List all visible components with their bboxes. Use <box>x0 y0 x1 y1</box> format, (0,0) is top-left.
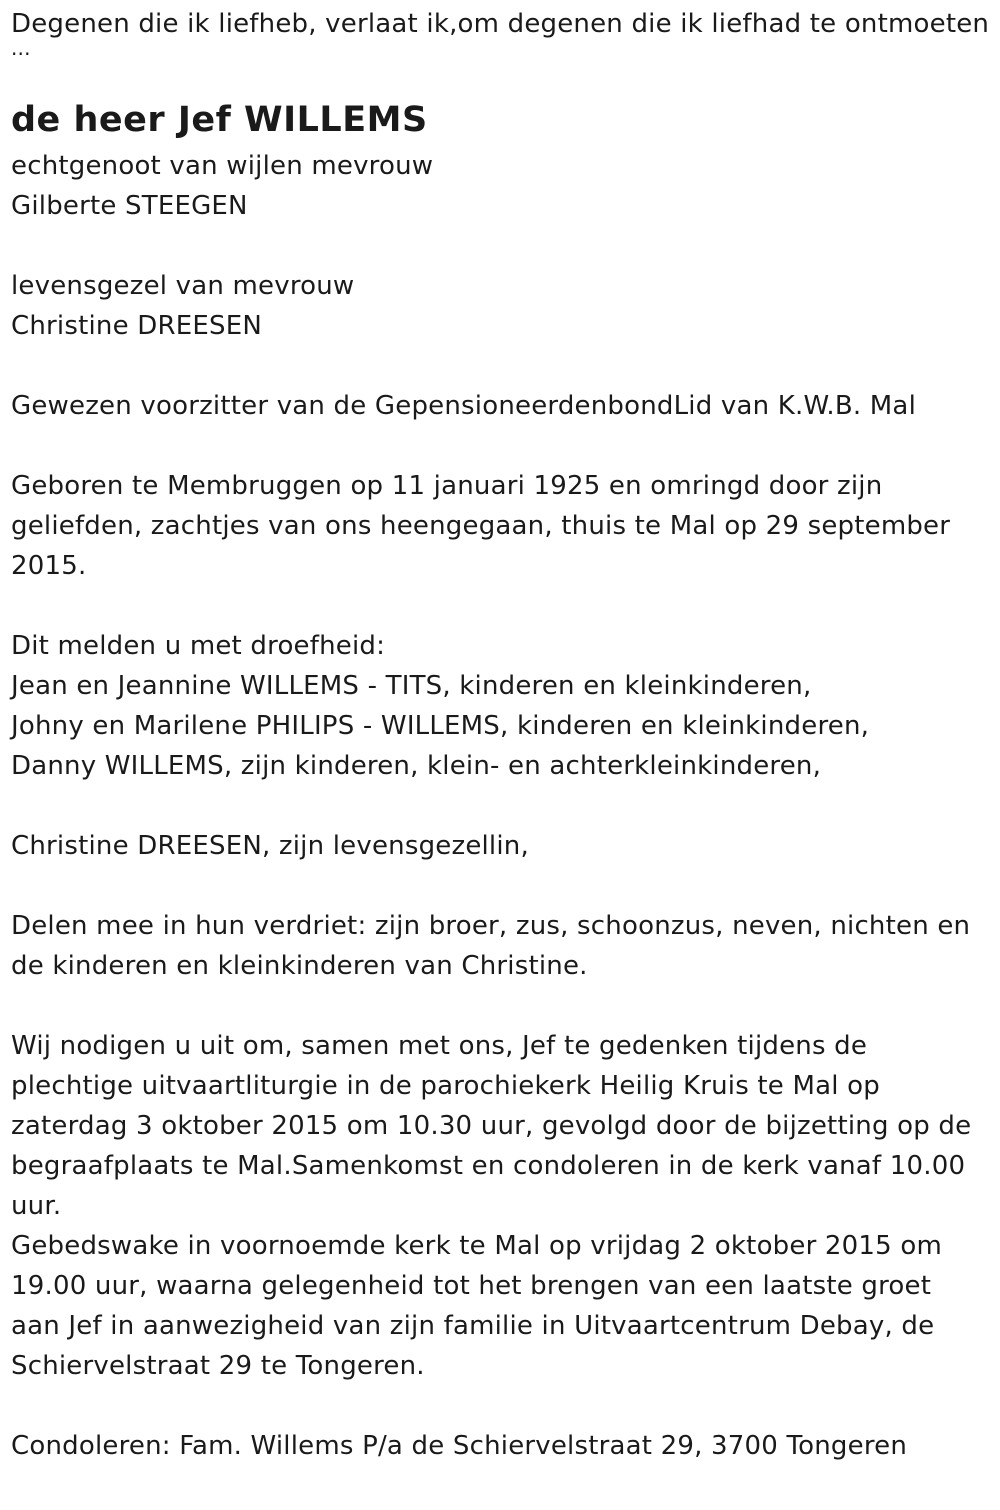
spacer <box>11 786 996 826</box>
partner-line-1: levensgezel van mevrouw <box>11 271 355 301</box>
announcers-heading: Dit melden u met droefheid: <box>11 631 386 661</box>
funeral-line: begraafplaats te Mal.Samenkomst en condoleren in de kerk vanaf 10.00 <box>11 1151 966 1181</box>
wake-line: Gebedswake in voornoemde kerk te Mal op vrijdag 2 oktober 2015 om <box>11 1231 942 1261</box>
family-line: Danny WILLEMS, zijn kinderen, klein- en achterkleinkinderen, <box>11 751 822 781</box>
partner-announcer: Christine DREESEN, zijn levensgezellin, <box>11 831 529 861</box>
spacer <box>11 226 996 266</box>
spacer <box>11 586 996 626</box>
spouse-line-2: Gilberte STEEGEN <box>11 191 248 221</box>
family-line: Jean en Jeannine WILLEMS - TITS, kinderen en kleinkinderen, <box>11 671 812 701</box>
wake-line: aan Jef in aanwezigheid van zijn familie in Uitvaartcentrum Debay, de <box>11 1311 935 1341</box>
spacer <box>11 986 996 1026</box>
wake-line: Schiervelstraat 29 te Tongeren. <box>11 1351 425 1381</box>
shared-grief-line: Delen mee in hun verdriet: zijn broer, zus, schoonzus, neven, nichten en <box>11 911 971 941</box>
spacer <box>11 866 996 906</box>
shared-grief-line: de kinderen en kleinkinderen van Christine. <box>11 951 588 981</box>
condolences-address: Condoleren: Fam. Willems P/a de Schiervelstraat 29, 3700 Tongeren <box>11 1431 908 1461</box>
wake-line: 19.00 uur, waarna gelegenheid tot het brengen van een laatste groet <box>11 1271 932 1301</box>
birth-death-line: Geboren te Membruggen op 11 januari 1925 en omringd door zijn <box>11 471 883 501</box>
birth-death-line: geliefden, zachtjes van ons heengegaan, thuis te Mal op 29 september <box>11 511 951 541</box>
spacer <box>11 346 996 386</box>
former-function: Gewezen voorzitter van de GepensioneerdenbondLid van K.W.B. Mal <box>11 391 916 421</box>
intro-ellipsis: ... <box>11 36 31 60</box>
spouse-line-1: echtgenoot van wijlen mevrouw <box>11 151 434 181</box>
intro-quote: Degenen die ik liefheb, verlaat ik,om degenen die ik liefhad te ontmoeten <box>11 9 990 39</box>
deceased-name: de heer Jef WILLEMS <box>11 100 428 140</box>
spacer <box>11 1386 996 1426</box>
funeral-line: uur. <box>11 1191 62 1221</box>
partner-line-2: Christine DREESEN <box>11 311 262 341</box>
funeral-line: plechtige uitvaartliturgie in de parochiekerk Heilig Kruis te Mal op <box>11 1071 880 1101</box>
family-line: Johny en Marilene PHILIPS - WILLEMS, kinderen en kleinkinderen, <box>11 711 870 741</box>
funeral-line: Wij nodigen u uit om, samen met ons, Jef te gedenken tijdens de <box>11 1031 868 1061</box>
obituary-notice <box>11 4 996 1466</box>
birth-death-line: 2015. <box>11 551 87 581</box>
spacer <box>11 426 996 466</box>
funeral-line: zaterdag 3 oktober 2015 om 10.30 uur, gevolgd door de bijzetting op de <box>11 1111 972 1141</box>
